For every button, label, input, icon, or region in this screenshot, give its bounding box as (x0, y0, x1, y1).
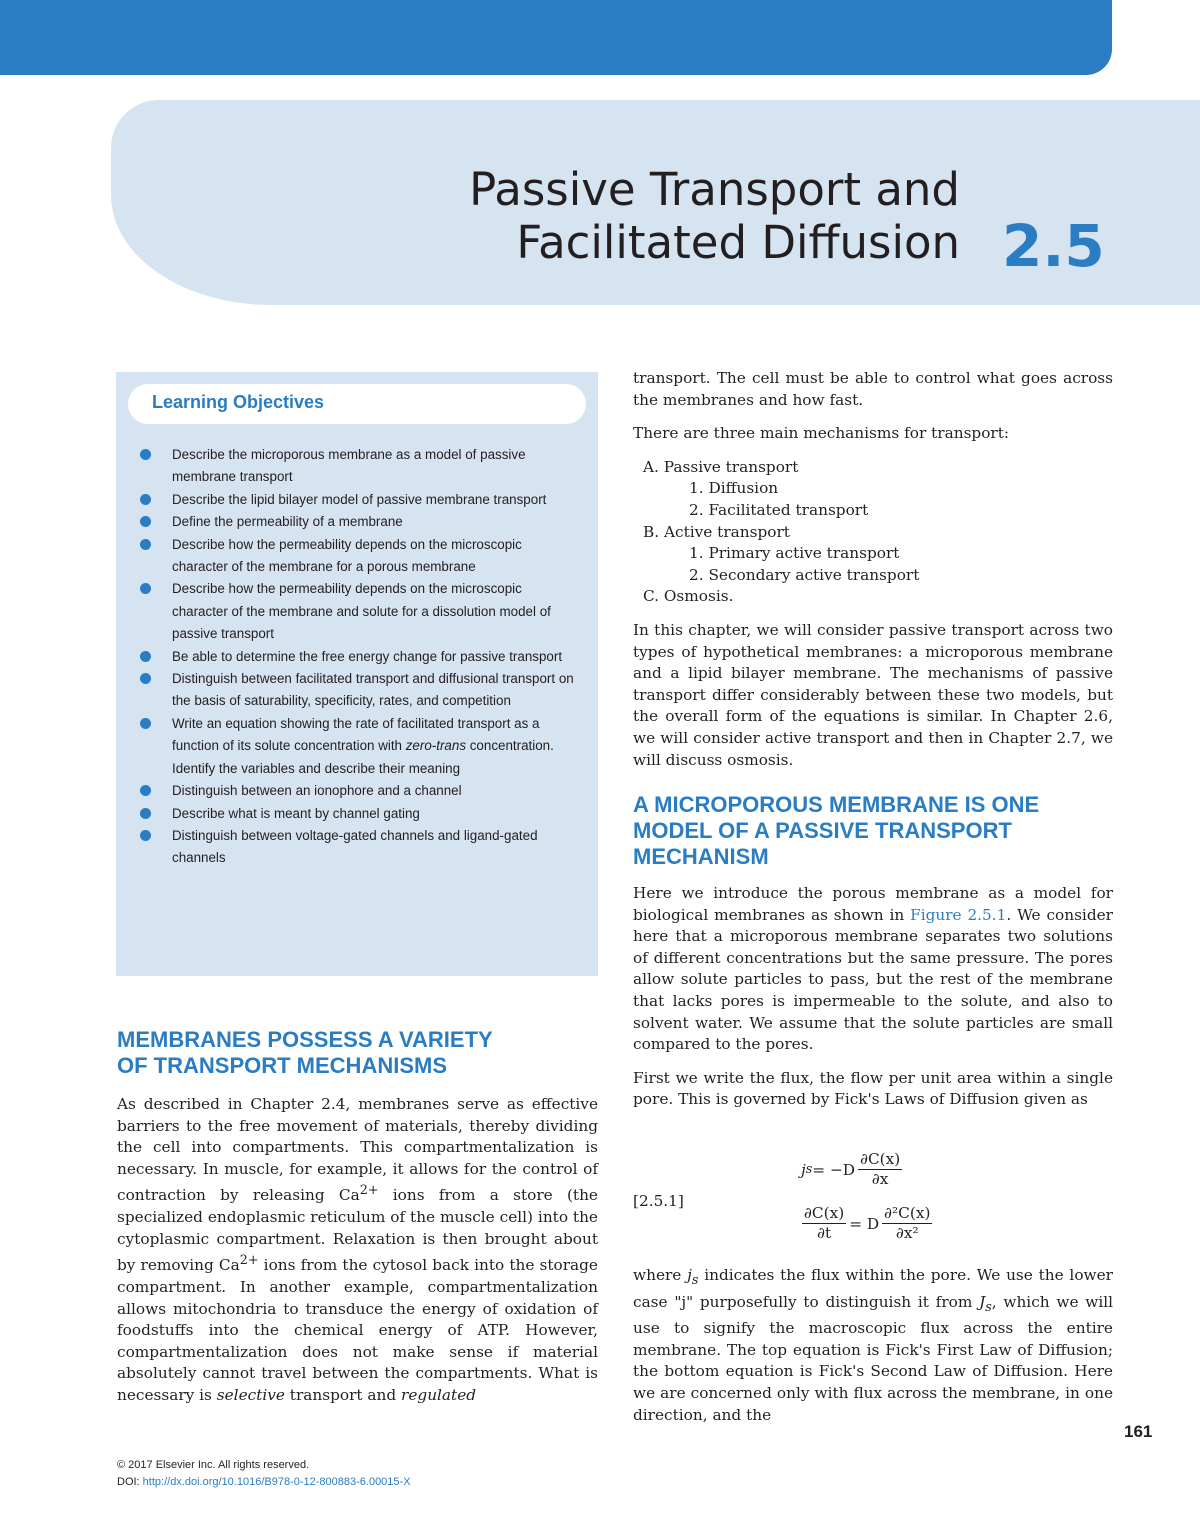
objective-item: Describe the microporous membrane as a model of passive membrane transport (138, 444, 578, 489)
learning-objectives-list (138, 444, 578, 870)
learning-objectives-header (128, 384, 586, 424)
eq-symbol: J (979, 1292, 986, 1311)
footer (117, 1457, 411, 1491)
outline-item: B. Active transport (643, 522, 790, 541)
equation-ficks-first (801, 1150, 905, 1189)
eq-fraction (882, 1204, 932, 1243)
superscript: 2+ (239, 1253, 259, 1269)
equation-number: [2.5.1] (633, 1192, 684, 1210)
heading-line: MECHANISM (633, 844, 769, 869)
objective-item: Describe what is meant by channel gating (138, 803, 578, 825)
page-number: 161 (1124, 1422, 1153, 1441)
objective-item: Be able to determine the free energy change for passive transport (138, 646, 578, 668)
objective-item: Define the permeability of a membrane (138, 511, 578, 533)
transport-outline (633, 457, 1113, 608)
eq-symbol: j (687, 1266, 692, 1284)
outline-item: 1. Primary active transport (689, 544, 900, 563)
eq-denominator: ∂x² (895, 1224, 919, 1242)
heading-line: A MICROPOROUS MEMBRANE IS ONE (633, 792, 1040, 817)
paragraph-continuation: transport. The cell must be able to control what goes across the membranes and how fast. (633, 369, 1113, 409)
emphasis: selective (216, 1385, 285, 1404)
doi-label: DOI: (117, 1476, 143, 1488)
objective-emphasis: zero-trans (405, 738, 467, 754)
text-run: ions from a store (the specialized endoplasmic reticulum of the muscle cell) into the cytoplasmic compartment. Relaxation is then brought about by removing Ca (117, 1186, 598, 1275)
right-column-text (633, 368, 1113, 783)
objective-item: Distinguish between an ionophore and a channel (138, 780, 578, 802)
eq-numerator: ∂²C(x) (884, 1204, 931, 1222)
header-band (0, 0, 1112, 75)
paragraph-porous (633, 883, 1113, 1056)
paragraph-where (633, 1265, 1113, 1426)
outline-item: C. Osmosis. (643, 587, 734, 606)
heading-line: OF TRANSPORT MECHANISMS (117, 1053, 447, 1078)
text-run: Here we introduce the porous membrane as a model for biological membranes as shown in (633, 884, 1113, 924)
section-heading-membranes (117, 1027, 493, 1079)
eq-subscript: s (805, 1162, 813, 1177)
paragraph-intro: There are three main mechanisms for transport: (633, 424, 1010, 443)
doi-link[interactable]: http://dx.doi.org/10.1016/B978-0-12-800883-6.00015-X (142, 1476, 411, 1488)
chapter-title-line1: Passive Transport and (469, 163, 960, 216)
objective-item: Describe how the permeability depends on the microscopic character of the membrane for a porous membrane (138, 534, 578, 579)
paragraph-chapter: In this chapter, we will consider passive transport across two types of hypothetical membranes: a microporous membrane and a lipid bilayer membrane. The mechanisms of passive transport differ considerably between these two models, but the overall form of the equations is similar. In Chapter 2.6, we will consider active transport and then in Chapter 2.7, we will discuss osmosis. (633, 620, 1113, 769)
learning-objectives-title: Learning Objectives (152, 392, 325, 412)
text-run: indicates the flux within the pore. We use the lower case "j" purposefully to distinguish it from (633, 1266, 1113, 1311)
text-run: As described in Chapter 2.4, membranes serve as effective barriers to the free movement of materials, thereby dividing the cell into compartments. This compartmentalization is necessary. In muscle, for example, it allows for the control of contraction by releasing Ca (117, 1095, 598, 1205)
heading-line: MODEL OF A PASSIVE TRANSPORT (633, 818, 1012, 843)
objective-item: Describe how the permeability depends on the microscopic character of the membrane and solute for a dissolution model of passive transport (138, 578, 578, 645)
eq-numerator: ∂C(x) (860, 1150, 901, 1168)
outline-item: A. Passive transport (643, 457, 799, 476)
text-run: , which we will use to signify the macroscopic flux across the entire membrane. The top equation is Fick's First Law of Diffusion; the bottom equation is Fick's Second Law of Diffusion. Here we are concerned only with flux across the membrane, in one direction, and the (633, 1292, 1113, 1424)
eq-symbol: j (801, 1160, 806, 1179)
eq-denominator: ∂x (871, 1170, 889, 1188)
eq-denominator: ∂t (817, 1224, 832, 1242)
eq-operator: = −D (812, 1160, 856, 1179)
chapter-number: 2.5 (1002, 212, 1105, 280)
text-run: ions from the cytosol back into the storage compartment. In another example, compartmentalization allows mitochondria to transduce the energy of oxidation of foodstuffs into the chemical energy of ATP. However, compartmentalization does not make sense if material absolutely cannot travel between the compartments. What is necessary is (117, 1256, 598, 1404)
outline-item: 1. Diffusion (689, 479, 779, 498)
paragraph-flux: First we write the flux, the flow per unit area within a single pore. This is governed by Fick's Laws of Diffusion given as (633, 1068, 1113, 1109)
figure-link[interactable]: Figure 2.5.1 (910, 905, 1007, 924)
copyright-notice: © 2017 Elsevier Inc. All rights reserved. (117, 1459, 310, 1471)
doi-line (117, 1474, 411, 1491)
outline-item: 2. Secondary active transport (689, 565, 920, 584)
objective-text-tail: concentration. Identify the variables and describe their meaning (172, 738, 554, 776)
text-run: . We consider here that a microporous membrane separates two solutions of different concentrations but the same pressure. The pores allow solute particles to pass, but the rest of the membrane that lacks pores is impermeable to the solute, and also to solvent water. We assume that the solute particles are small compared to the pores. (633, 905, 1113, 1054)
emphasis: regulated (401, 1385, 477, 1404)
equation-2-5-1 (633, 1150, 1113, 1260)
section-heading-microporous (633, 792, 1039, 870)
objective-text: Write an equation showing the rate of facilitated transport as a function of its solute concentration with (172, 715, 540, 754)
chapter-title-line2: Facilitated Diffusion (516, 216, 960, 269)
objective-item: Describe the lipid bilayer model of passive membrane transport (138, 489, 578, 511)
paragraph-membranes (117, 1094, 598, 1407)
heading-line: MEMBRANES POSSESS A VARIETY (117, 1027, 493, 1052)
eq-numerator: ∂C(x) (804, 1204, 845, 1222)
equation-ficks-second (799, 1204, 935, 1243)
eq-operator: = D (849, 1214, 880, 1233)
objective-item: Distinguish between voltage-gated channels and ligand-gated channels (138, 825, 578, 870)
right-column-where-text (633, 1265, 1113, 1438)
objective-item (138, 713, 578, 780)
right-column-porous-text (633, 883, 1113, 1123)
text-run: transport and (284, 1385, 402, 1404)
chapter-title (420, 163, 960, 269)
eq-subscript: s (691, 1273, 699, 1289)
objective-item: Distinguish between facilitated transport and diffusional transport on the basis of saturability, specificity, rates, and competition (138, 668, 578, 713)
learning-objectives-box (116, 372, 598, 976)
left-column-text (117, 1094, 598, 1419)
eq-subscript: s (985, 1299, 992, 1315)
eq-fraction (802, 1204, 846, 1243)
superscript: 2+ (359, 1183, 379, 1199)
text-run: where (633, 1266, 688, 1284)
outline-item: 2. Facilitated transport (689, 500, 869, 519)
eq-fraction (858, 1150, 902, 1189)
